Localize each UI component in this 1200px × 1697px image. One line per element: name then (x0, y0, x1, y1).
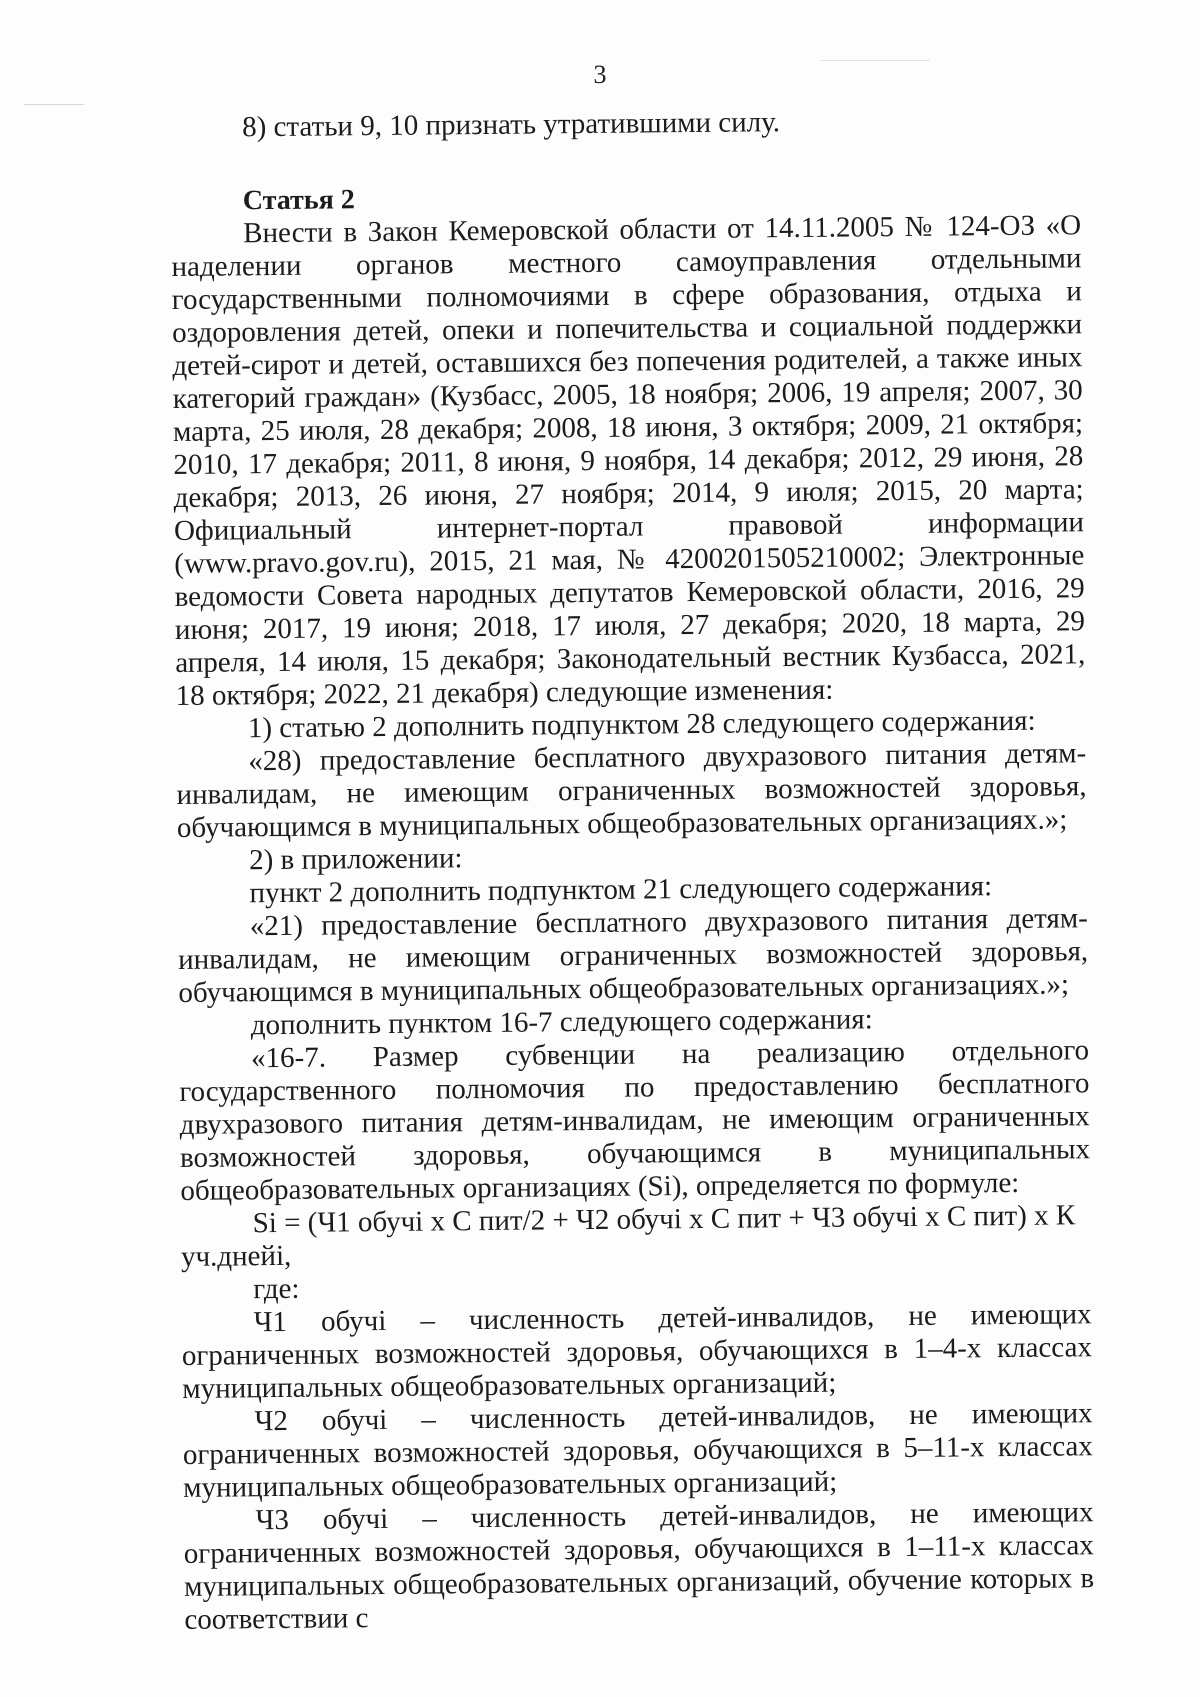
definition-ch3: Ч3 обучi – численность детей-инвалидов, не имеющих ограниченных возможностей здоровья, обучающихся в 1–11-х классах муниципальных общеобразовательных организаций, обучение которых в соответствии с (183, 1496, 1095, 1636)
definition-ch1: Ч1 обучi – численность детей-инвалидов, не имеющих ограниченных возможностей здоровья, обучающихся в 1–4-х классах муниципальных общеобразовательных организаций; (181, 1298, 1093, 1405)
formula: Si = (Ч1 обучi х С пит/2 + Ч2 обучi х С пит + Ч3 обучi х С пит) х К уч.днейi, (180, 1199, 1076, 1273)
article-heading: Статья 2 (242, 184, 355, 217)
paragraph-quote-21: «21) предоставление бесплатного двухразового питания детям-инвалидам, не имеющим ограниченных возможностей здоровья, обучающимся в муниципальных общеобразовательных организациях.»; (177, 902, 1089, 1009)
paragraph-amendment-2: 2) в приложении: (249, 842, 463, 877)
paragraph-amendment-1: 1) статью 2 дополнить подпунктом 28 следующего содержания: (247, 704, 1036, 745)
paragraph-point-16-7: дополнить пунктом 16-7 следующего содержания: (250, 1003, 873, 1042)
paragraph-quote-28: «28) предоставление бесплатного двухразового питания детям-инвалидам, не имеющим ограниченных возможностей здоровья, обучающимся в муниципальных общеобразовательных организациях.»; (176, 737, 1087, 844)
scan-artifact (24, 104, 84, 105)
paragraph-intro: Внести в Закон Кемеровской области от 14.11.2005 № 124-ОЗ «О наделении органов местного самоуправления отдельными государственными полномочиями в сфере образования, отдыха и оздоровления детей, опеки и попечительства и социальной поддержки детей-сирот и детей, оставшихся без попечения родителей, а также иных категорий граждан» (Кузбасс, 2005, 18 ноября; 2006, 19 апреля; 2007, 30 марта, 25 июля, 28 декабря; 2008, 18 июня, 3 октября; 2009, 21 октября; 2010, 17 декабря; 2011, 8 июня, 9 ноября, 14 декабря; 2012, 29 июня, 28 декабря; 2013, 26 июня, 27 ноября; 2014, 9 июля; 2015, 20 марта; Официальный интернет-портал правовой информации (www.pravo.gov.ru), 2015, 21 мая, № 4200201505210002; Электронные ведомости Совета народных депутатов Кемеровской области, 2016, 29 июня; 2017, 19 июня; 2018, 17 июля, 27 декабря; 2020, 18 марта, 29 апреля, 14 июля, 15 декабря; Законодательный вестник Кузбасса, 2021, 18 октября; 2022, 21 декабря) следующие изменения: (171, 209, 1086, 712)
paragraph-item-8: 8) статьи 9, 10 признать утратившими силу. (241, 106, 781, 144)
document-body (170, 103, 1095, 1637)
paragraph-quote-16-7: «16-7. Размер субвенции на реализацию отдельного государственного полномочия по предоставлению бесплатного двухразового питания детям-инвалидам, не имеющим ограниченных возможностей здоровья, обучающимся в муниципальных общеобразовательных организациях (Si), определяется по формуле: (179, 1034, 1091, 1207)
definition-ch2: Ч2 обучi – численность детей-инвалидов, не имеющих ограниченных возможностей здоровья, обучающихся в 5–11-х классах муниципальных общеобразовательных организаций; (182, 1397, 1094, 1504)
page-number: 3 (593, 60, 607, 89)
paragraph-point-2: пункт 2 дополнить подпунктом 21 следующего содержания: (249, 870, 993, 910)
paragraph-where: где: (253, 1272, 300, 1306)
